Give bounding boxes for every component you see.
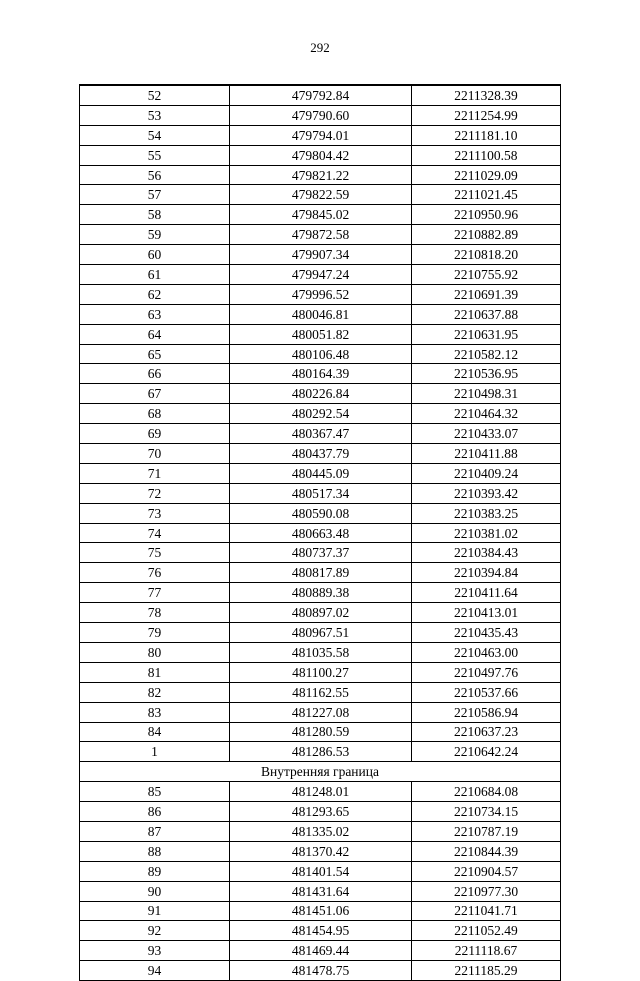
table-row <box>80 463 561 483</box>
point-number-cell: 54 <box>80 125 230 145</box>
x-coordinate-cell: 480889.38 <box>230 583 412 603</box>
y-coordinate-cell: 2211254.99 <box>412 105 561 125</box>
x-coordinate-cell: 481286.53 <box>230 742 412 762</box>
table-row <box>80 941 561 961</box>
point-number-cell: 68 <box>80 404 230 424</box>
x-coordinate-cell: 480292.54 <box>230 404 412 424</box>
point-number-cell: 92 <box>80 921 230 941</box>
point-number-cell: 65 <box>80 344 230 364</box>
y-coordinate-cell: 2210383.25 <box>412 503 561 523</box>
table-row <box>80 125 561 145</box>
y-coordinate-cell: 2210882.89 <box>412 225 561 245</box>
table-row <box>80 921 561 941</box>
point-number-cell: 52 <box>80 85 230 105</box>
y-coordinate-cell: 2210384.43 <box>412 543 561 563</box>
y-coordinate-cell: 2210637.88 <box>412 304 561 324</box>
point-number-cell: 82 <box>80 682 230 702</box>
x-coordinate-cell: 480106.48 <box>230 344 412 364</box>
y-coordinate-cell: 2211118.67 <box>412 941 561 961</box>
point-number-cell: 75 <box>80 543 230 563</box>
table-row <box>80 304 561 324</box>
x-coordinate-cell: 481454.95 <box>230 921 412 941</box>
y-coordinate-cell: 2210411.88 <box>412 444 561 464</box>
table-row <box>80 364 561 384</box>
x-coordinate-cell: 480897.02 <box>230 603 412 623</box>
point-number-cell: 94 <box>80 961 230 981</box>
table-row <box>80 284 561 304</box>
table-row <box>80 105 561 125</box>
table-row <box>80 603 561 623</box>
table-row <box>80 85 561 105</box>
point-number-cell: 90 <box>80 881 230 901</box>
point-number-cell: 57 <box>80 185 230 205</box>
y-coordinate-cell: 2210435.43 <box>412 623 561 643</box>
x-coordinate-cell: 480517.34 <box>230 483 412 503</box>
table-row <box>80 623 561 643</box>
y-coordinate-cell: 2210684.08 <box>412 782 561 802</box>
point-number-cell: 83 <box>80 702 230 722</box>
table-row <box>80 384 561 404</box>
inner-boundary-rows <box>80 782 561 981</box>
y-coordinate-cell: 2211328.39 <box>412 85 561 105</box>
y-coordinate-cell: 2210394.84 <box>412 563 561 583</box>
table-row <box>80 901 561 921</box>
table-row <box>80 841 561 861</box>
x-coordinate-cell: 481227.08 <box>230 702 412 722</box>
x-coordinate-cell: 480445.09 <box>230 463 412 483</box>
table-row <box>80 344 561 364</box>
table-row <box>80 543 561 563</box>
x-coordinate-cell: 479821.22 <box>230 165 412 185</box>
y-coordinate-cell: 2210464.32 <box>412 404 561 424</box>
x-coordinate-cell: 481162.55 <box>230 682 412 702</box>
x-coordinate-cell: 480367.47 <box>230 424 412 444</box>
x-coordinate-cell: 481035.58 <box>230 642 412 662</box>
table-row <box>80 404 561 424</box>
table-row <box>80 821 561 841</box>
point-number-cell: 69 <box>80 424 230 444</box>
table-row <box>80 265 561 285</box>
x-coordinate-cell: 481248.01 <box>230 782 412 802</box>
point-number-cell: 60 <box>80 245 230 265</box>
y-coordinate-cell: 2211052.49 <box>412 921 561 941</box>
y-coordinate-cell: 2210642.24 <box>412 742 561 762</box>
point-number-cell: 70 <box>80 444 230 464</box>
table-row <box>80 503 561 523</box>
y-coordinate-cell: 2210433.07 <box>412 424 561 444</box>
y-coordinate-cell: 2211041.71 <box>412 901 561 921</box>
point-number-cell: 77 <box>80 583 230 603</box>
table-row <box>80 483 561 503</box>
table-row <box>80 782 561 802</box>
table-row <box>80 185 561 205</box>
x-coordinate-cell: 479792.84 <box>230 85 412 105</box>
table-row <box>80 523 561 543</box>
x-coordinate-cell: 480590.08 <box>230 503 412 523</box>
point-number-cell: 85 <box>80 782 230 802</box>
point-number-cell: 87 <box>80 821 230 841</box>
y-coordinate-cell: 2211021.45 <box>412 185 561 205</box>
x-coordinate-cell: 481451.06 <box>230 901 412 921</box>
table-row <box>80 642 561 662</box>
x-coordinate-cell: 481293.65 <box>230 802 412 822</box>
x-coordinate-cell: 479804.42 <box>230 145 412 165</box>
x-coordinate-cell: 480967.51 <box>230 623 412 643</box>
x-coordinate-cell: 481100.27 <box>230 662 412 682</box>
x-coordinate-cell: 479947.24 <box>230 265 412 285</box>
x-coordinate-cell: 480051.82 <box>230 324 412 344</box>
y-coordinate-cell: 2210411.64 <box>412 583 561 603</box>
y-coordinate-cell: 2211029.09 <box>412 165 561 185</box>
table-row <box>80 802 561 822</box>
table-row <box>80 424 561 444</box>
table-row <box>80 444 561 464</box>
x-coordinate-cell: 480046.81 <box>230 304 412 324</box>
point-number-cell: 63 <box>80 304 230 324</box>
table-row <box>80 861 561 881</box>
y-coordinate-cell: 2210582.12 <box>412 344 561 364</box>
page-number: 292 <box>310 40 330 55</box>
table-row <box>80 881 561 901</box>
x-coordinate-cell: 480663.48 <box>230 523 412 543</box>
x-coordinate-cell: 479996.52 <box>230 284 412 304</box>
outer-boundary-rows <box>80 85 561 762</box>
y-coordinate-cell: 2210787.19 <box>412 821 561 841</box>
table-row <box>80 722 561 742</box>
y-coordinate-cell: 2210498.31 <box>412 384 561 404</box>
x-coordinate-cell: 481469.44 <box>230 941 412 961</box>
x-coordinate-cell: 480226.84 <box>230 384 412 404</box>
y-coordinate-cell: 2210631.95 <box>412 324 561 344</box>
y-coordinate-cell: 2210409.24 <box>412 463 561 483</box>
table-row <box>80 205 561 225</box>
x-coordinate-cell: 479872.58 <box>230 225 412 245</box>
point-number-cell: 56 <box>80 165 230 185</box>
x-coordinate-cell: 480817.89 <box>230 563 412 583</box>
table-row <box>80 682 561 702</box>
table-row <box>80 563 561 583</box>
table-row <box>80 702 561 722</box>
point-number-cell: 73 <box>80 503 230 523</box>
table-row <box>80 961 561 981</box>
point-number-cell: 72 <box>80 483 230 503</box>
point-number-cell: 89 <box>80 861 230 881</box>
table-row <box>80 662 561 682</box>
table-row <box>80 324 561 344</box>
x-coordinate-cell: 479790.60 <box>230 105 412 125</box>
point-number-cell: 61 <box>80 265 230 285</box>
point-number-cell: 78 <box>80 603 230 623</box>
x-coordinate-cell: 481370.42 <box>230 841 412 861</box>
y-coordinate-cell: 2210734.15 <box>412 802 561 822</box>
point-number-cell: 79 <box>80 623 230 643</box>
x-coordinate-cell: 479822.59 <box>230 185 412 205</box>
point-number-cell: 81 <box>80 662 230 682</box>
section-header-row <box>80 762 561 782</box>
table-row <box>80 225 561 245</box>
point-number-cell: 59 <box>80 225 230 245</box>
point-number-cell: 76 <box>80 563 230 583</box>
x-coordinate-cell: 481401.54 <box>230 861 412 881</box>
point-number-cell: 64 <box>80 324 230 344</box>
point-number-cell: 86 <box>80 802 230 822</box>
coordinates-table <box>79 84 561 981</box>
point-number-cell: 62 <box>80 284 230 304</box>
y-coordinate-cell: 2210537.66 <box>412 682 561 702</box>
table-row <box>80 245 561 265</box>
x-coordinate-cell: 480437.79 <box>230 444 412 464</box>
table-row <box>80 145 561 165</box>
x-coordinate-cell: 481478.75 <box>230 961 412 981</box>
x-coordinate-cell: 480737.37 <box>230 543 412 563</box>
y-coordinate-cell: 2210691.39 <box>412 284 561 304</box>
y-coordinate-cell: 2211181.10 <box>412 125 561 145</box>
y-coordinate-cell: 2210818.20 <box>412 245 561 265</box>
y-coordinate-cell: 2210393.42 <box>412 483 561 503</box>
x-coordinate-cell: 481280.59 <box>230 722 412 742</box>
y-coordinate-cell: 2210497.76 <box>412 662 561 682</box>
point-number-cell: 91 <box>80 901 230 921</box>
y-coordinate-cell: 2210904.57 <box>412 861 561 881</box>
x-coordinate-cell: 480164.39 <box>230 364 412 384</box>
point-number-cell: 67 <box>80 384 230 404</box>
y-coordinate-cell: 2210950.96 <box>412 205 561 225</box>
x-coordinate-cell: 481335.02 <box>230 821 412 841</box>
table-row <box>80 583 561 603</box>
point-number-cell: 1 <box>80 742 230 762</box>
y-coordinate-cell: 2210586.94 <box>412 702 561 722</box>
x-coordinate-cell: 481431.64 <box>230 881 412 901</box>
x-coordinate-cell: 479845.02 <box>230 205 412 225</box>
point-number-cell: 71 <box>80 463 230 483</box>
point-number-cell: 88 <box>80 841 230 861</box>
y-coordinate-cell: 2210536.95 <box>412 364 561 384</box>
point-number-cell: 93 <box>80 941 230 961</box>
y-coordinate-cell: 2210977.30 <box>412 881 561 901</box>
point-number-cell: 53 <box>80 105 230 125</box>
point-number-cell: 58 <box>80 205 230 225</box>
x-coordinate-cell: 479907.34 <box>230 245 412 265</box>
y-coordinate-cell: 2211100.58 <box>412 145 561 165</box>
section-title: Внутренняя граница <box>80 762 561 782</box>
y-coordinate-cell: 2210381.02 <box>412 523 561 543</box>
y-coordinate-cell: 2211185.29 <box>412 961 561 981</box>
section-header-group <box>80 762 561 782</box>
point-number-cell: 55 <box>80 145 230 165</box>
x-coordinate-cell: 479794.01 <box>230 125 412 145</box>
point-number-cell: 84 <box>80 722 230 742</box>
table-row <box>80 165 561 185</box>
y-coordinate-cell: 2210413.01 <box>412 603 561 623</box>
point-number-cell: 66 <box>80 364 230 384</box>
y-coordinate-cell: 2210637.23 <box>412 722 561 742</box>
point-number-cell: 74 <box>80 523 230 543</box>
point-number-cell: 80 <box>80 642 230 662</box>
y-coordinate-cell: 2210463.00 <box>412 642 561 662</box>
y-coordinate-cell: 2210755.92 <box>412 265 561 285</box>
y-coordinate-cell: 2210844.39 <box>412 841 561 861</box>
table-row <box>80 742 561 762</box>
